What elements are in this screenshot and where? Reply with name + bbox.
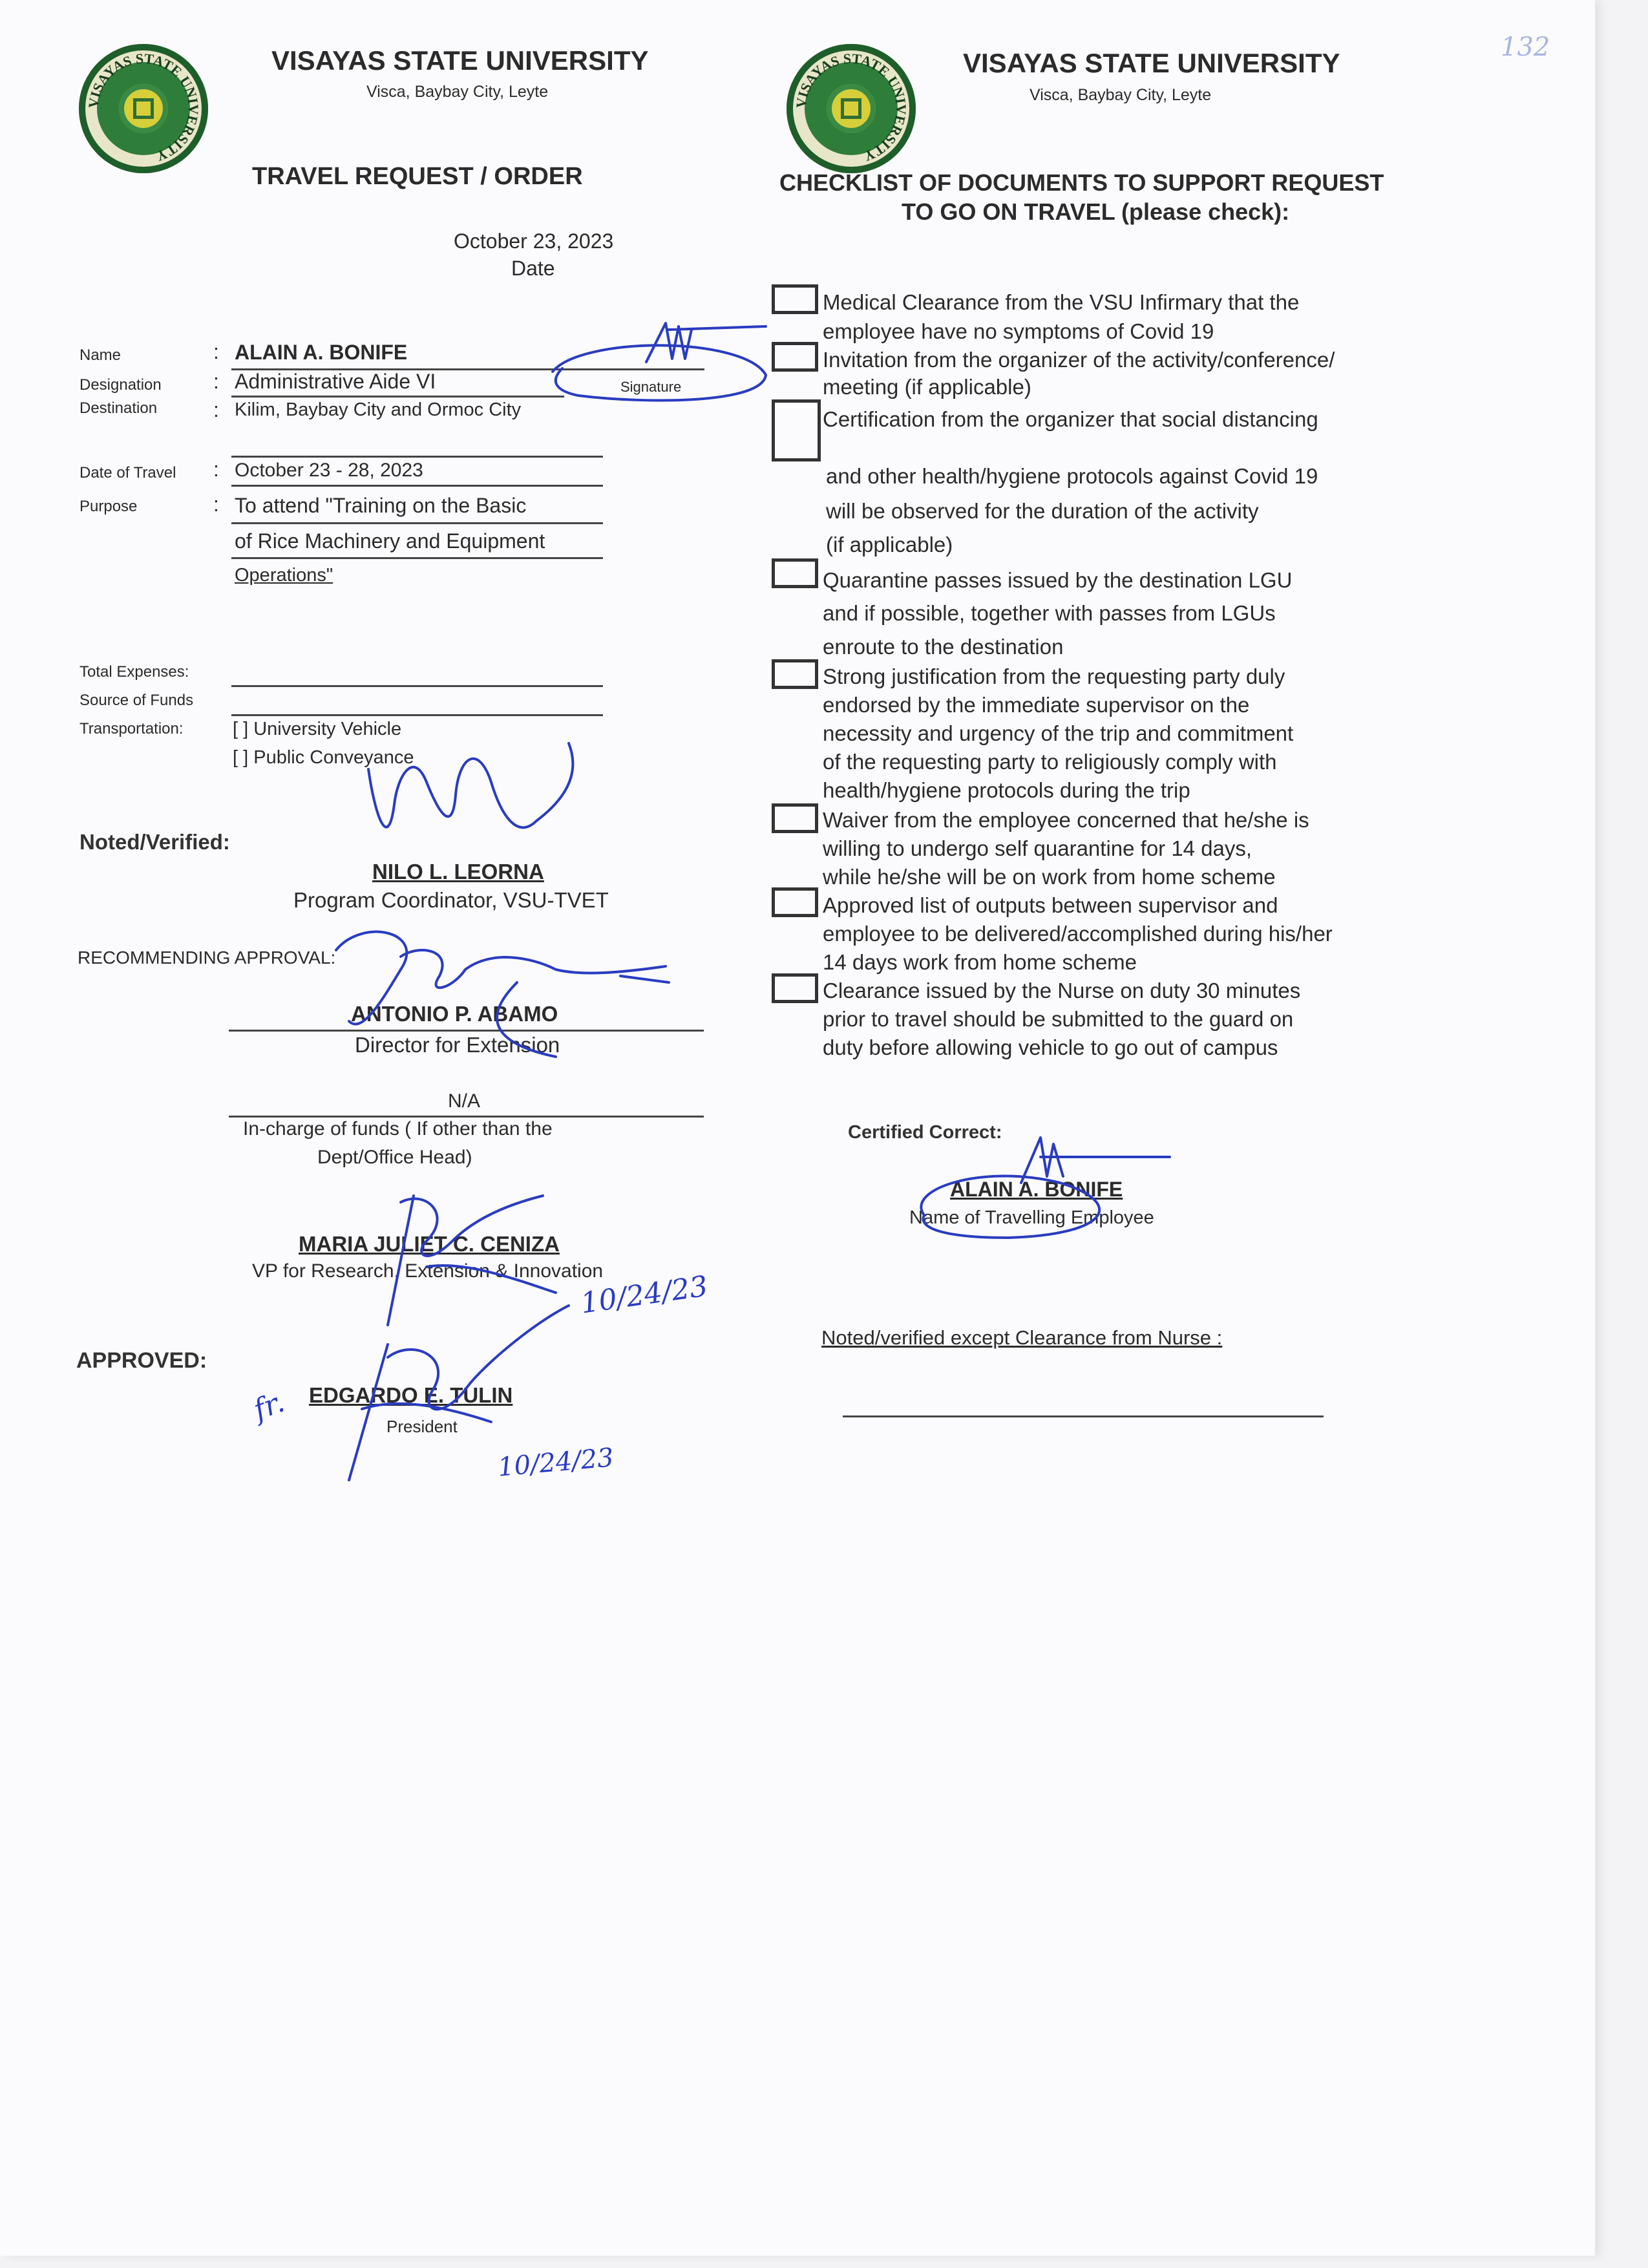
transport-option-public-conveyance: [ ] Public Conveyance xyxy=(233,747,414,768)
checklist-item-5-line-5: health/hygiene protocols during the trip xyxy=(823,778,1190,802)
checklist-item-3-line-4: (if applicable) xyxy=(826,533,953,556)
checklist-checkbox-4[interactable] xyxy=(772,558,818,588)
checklist-item-2-line-2: meeting (if applicable) xyxy=(823,375,1031,399)
checklist-item-2-line-1: Invitation from the organizer of the activity/conference/ xyxy=(823,348,1335,372)
president-handwritten-prefix: fr. xyxy=(249,1385,289,1427)
checklist-title-line-2: TO GO ON TRAVEL (please check): xyxy=(902,198,1290,225)
checklist-item-3-line-3: will be observed for the duration of the activity xyxy=(826,499,1259,523)
recommending-underline xyxy=(229,1030,704,1032)
checklist-checkbox-3[interactable] xyxy=(772,399,821,461)
purpose-line-3: Operations" xyxy=(235,565,333,586)
checklist-title-line-1: CHECKLIST OF DOCUMENTS TO SUPPORT REQUEST xyxy=(779,169,1384,196)
checklist-item-7-line-2: employee to be delivered/accomplished during his/her xyxy=(823,922,1333,946)
noted-name: NILO L. LEORNA xyxy=(372,860,544,884)
source-of-funds-line xyxy=(231,714,603,716)
certified-correct-label: Certified Correct: xyxy=(848,1122,1002,1143)
destination-label: Destination xyxy=(79,399,158,417)
checklist-item-6-line-3: while he/she will be on work from home scheme xyxy=(823,865,1276,889)
checklist-item-1-line-2: employee have no symptoms of Covid 19 xyxy=(823,319,1214,343)
purpose-underline-2 xyxy=(231,557,603,559)
name-value: ALAIN A. BONIFE xyxy=(235,341,408,364)
checklist-item-5-line-2: endorsed by the immediate supervisor on the xyxy=(823,693,1250,717)
date-of-travel-value: October 23 - 28, 2023 xyxy=(235,460,423,481)
president-handwritten-date: 10/24/23 xyxy=(496,1443,615,1483)
vsu-seal-left xyxy=(79,44,208,173)
date-value: October 23, 2023 xyxy=(454,229,614,253)
checklist-checkbox-1[interactable] xyxy=(772,284,818,314)
checklist-item-4-line-2: and if possible, together with passes from LGUs xyxy=(823,601,1276,625)
destination-value: Kilim, Baybay City and Ormoc City xyxy=(235,399,522,420)
noted-verified-label: Noted/Verified: xyxy=(79,830,230,854)
date-of-travel-underline xyxy=(231,485,603,487)
checklist-item-7-line-3: 14 days work from home scheme xyxy=(823,950,1137,974)
checklist-item-4-line-1: Quarantine passes issued by the destination LGU xyxy=(823,568,1293,592)
certified-name: ALAIN A. BONIFE xyxy=(950,1178,1123,1201)
recommending-approval-label: RECOMMENDING APPROVAL: xyxy=(78,948,336,968)
total-expenses-label: Total Expenses: xyxy=(79,663,189,681)
checklist-item-8-line-3: duty before allowing vehicle to go out of campus xyxy=(823,1035,1278,1059)
noted-title: Program Coordinator, VSU-TVET xyxy=(293,888,609,912)
transportation-label: Transportation: xyxy=(79,720,184,737)
svg-text:VISAYAS STATE UNIVERSITY xyxy=(85,50,202,165)
university-name: VISAYAS STATE UNIVERSITY xyxy=(271,45,649,76)
vsu-seal-right xyxy=(787,44,916,173)
certified-caption: Name of Travelling Employee xyxy=(909,1207,1154,1228)
noted-nurse-label: Noted/verified except Clearance from Nurse : xyxy=(821,1326,1223,1349)
colon: : xyxy=(213,340,219,363)
checklist-item-3-line-1: Certification from the organizer that social distancing xyxy=(823,407,1318,431)
president-title: President xyxy=(386,1417,458,1436)
checklist-item-5-line-4: of the requesting party to religiously comply with xyxy=(823,750,1277,774)
funds-caption-line-2: Dept/Office Head) xyxy=(317,1147,472,1168)
president-name: EDGARDO E. TULIN xyxy=(309,1383,513,1407)
purpose-label: Purpose xyxy=(79,498,138,515)
recommending-title: Director for Extension xyxy=(355,1033,560,1057)
form-title: TRAVEL REQUEST / ORDER xyxy=(252,163,583,190)
funds-underline xyxy=(229,1116,704,1118)
checklist-item-8-line-1: Clearance issued by the Nurse on duty 30 minutes xyxy=(823,979,1301,1002)
name-label: Name xyxy=(79,346,121,364)
destination-underline xyxy=(231,456,603,458)
source-of-funds-label: Source of Funds xyxy=(79,692,194,709)
date-label: Date xyxy=(511,257,555,280)
nurse-signature-line xyxy=(843,1415,1324,1417)
purpose-underline-1 xyxy=(231,522,603,524)
transport-option-university-vehicle: [ ] University Vehicle xyxy=(233,719,402,739)
checklist-item-6-line-1: Waiver from the employee concerned that he/she is xyxy=(823,808,1309,832)
checklist-item-8-line-2: prior to travel should be submitted to the guard on xyxy=(823,1007,1294,1031)
approved-label: APPROVED: xyxy=(76,1348,207,1373)
total-expenses-line xyxy=(231,685,603,687)
checklist-item-5-line-1: Strong justification from the requesting party duly xyxy=(823,664,1285,688)
vp-name: MARIA JULIET C. CENIZA xyxy=(299,1232,560,1256)
colon: : xyxy=(213,458,219,481)
vp-handwritten-date: 10/24/23 xyxy=(578,1269,710,1320)
university-address: Visca, Baybay City, Leyte xyxy=(366,83,549,101)
colon: : xyxy=(213,493,219,516)
purpose-line-2: of Rice Machinery and Equipment xyxy=(235,529,545,553)
svg-text:VISAYAS STATE UNIVERSITY xyxy=(793,50,909,165)
purpose-line-1: To attend "Training on the Basic xyxy=(235,494,527,517)
university-name: VISAYAS STATE UNIVERSITY xyxy=(963,48,1340,78)
colon: : xyxy=(213,398,219,421)
checklist-item-5-line-3: necessity and urgency of the trip and commitment xyxy=(823,721,1294,745)
checklist-item-1-line-1: Medical Clearance from the VSU Infirmary that the xyxy=(823,290,1300,314)
designation-label: Designation xyxy=(79,376,162,394)
checklist-checkbox-8[interactable] xyxy=(772,973,818,1003)
checklist-checkbox-2[interactable] xyxy=(772,342,818,372)
checklist-checkbox-7[interactable] xyxy=(772,887,818,917)
checklist-item-3-line-2: and other health/hygiene protocols against Covid 19 xyxy=(826,464,1318,488)
funds-caption-line-1: In-charge of funds ( If other than the xyxy=(243,1118,553,1139)
checklist-item-6-line-2: willing to undergo self quarantine for 14 days, xyxy=(823,836,1252,860)
checklist-item-7-line-1: Approved list of outputs between supervisor and xyxy=(823,893,1278,917)
corner-mark: 132 xyxy=(1501,32,1550,62)
university-address: Visca, Baybay City, Leyte xyxy=(1030,86,1212,104)
seal-text: VISAYAS STATE UNIVERSITY xyxy=(85,50,202,165)
vp-title: VP for Research, Extension & Innovation xyxy=(252,1260,604,1282)
checklist-item-4-line-3: enroute to the destination xyxy=(823,635,1064,659)
checklist-checkbox-5[interactable] xyxy=(772,659,818,689)
seal-text: VISAYAS STATE UNIVERSITY xyxy=(792,50,910,165)
colon: : xyxy=(213,370,219,393)
designation-value: Administrative Aide VI xyxy=(235,370,436,393)
date-of-travel-label: Date of Travel xyxy=(79,464,176,482)
funds-value: N/A xyxy=(448,1090,481,1112)
designation-underline xyxy=(231,396,564,397)
signature-label: Signature xyxy=(620,379,682,395)
checklist-checkbox-6[interactable] xyxy=(772,803,818,833)
recommending-name: ANTONIO P. ABAMO xyxy=(351,1002,558,1026)
